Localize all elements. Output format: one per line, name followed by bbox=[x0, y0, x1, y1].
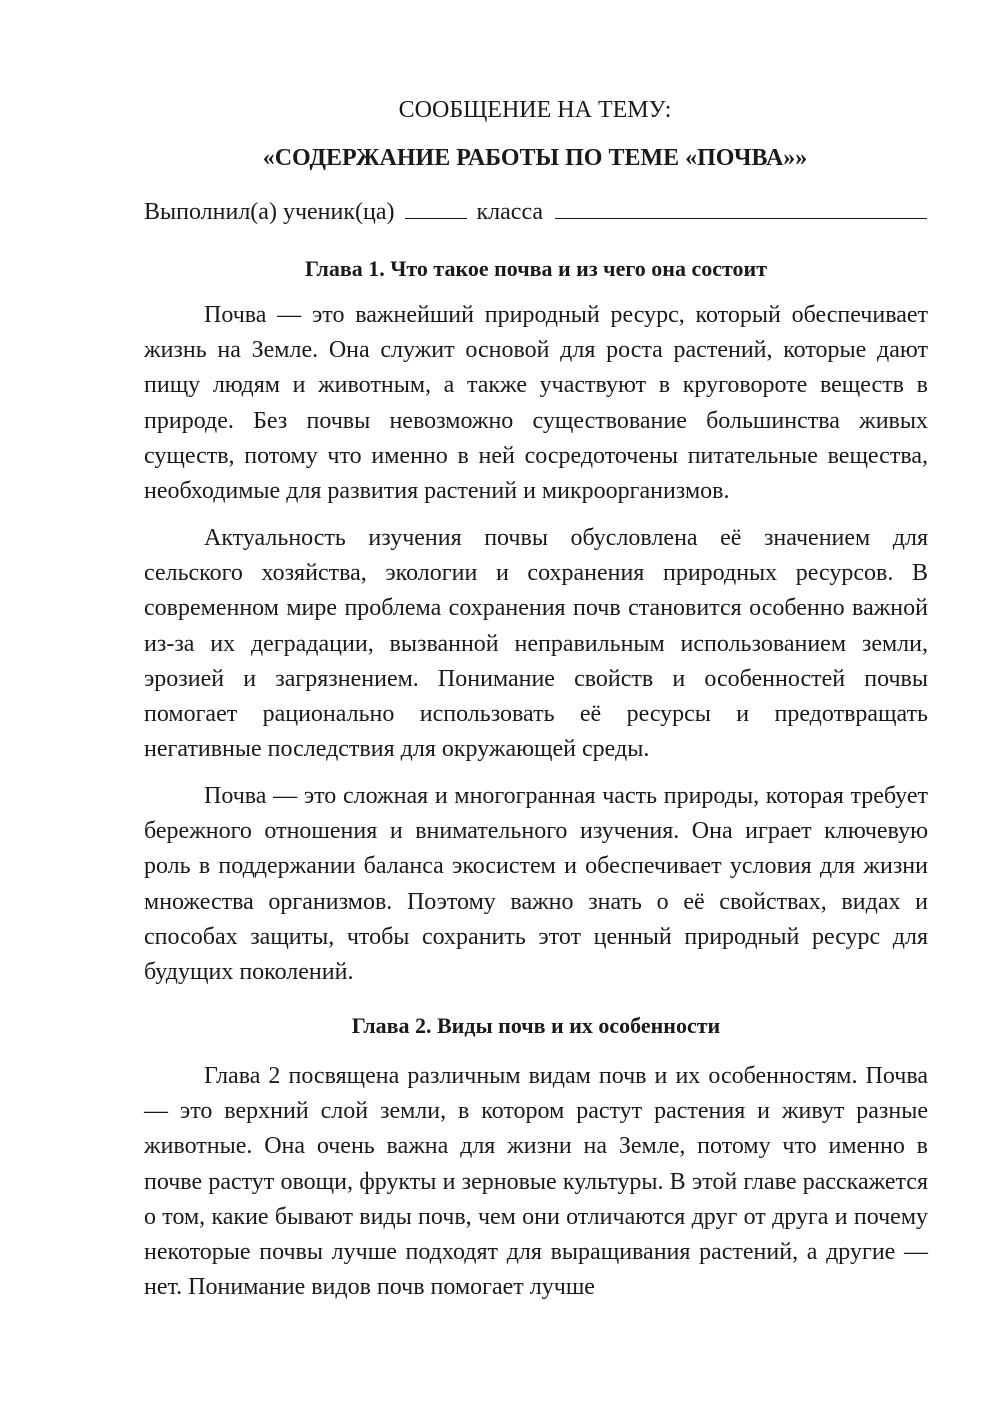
name-blank bbox=[555, 196, 927, 219]
paragraph-text: Почва — это важнейший природный ресурс, который обеспечивает жизнь на Земле. Она служит основой для роста растений, которые дают пищу людям и животным, а также участвуют в круговороте веществ в природе. Без почвы невозможно существование большинства живых существ, потому что именно в ней сосредоточены питательные вещества, необходимые для развития растений и микроорганизмов. bbox=[144, 302, 928, 505]
author-label: Выполнил(а) ученик(ца) bbox=[144, 199, 395, 225]
chapter1-paragraph-1 bbox=[144, 298, 928, 509]
author-line bbox=[144, 196, 927, 228]
class-number-blank bbox=[405, 196, 467, 219]
chapter1-paragraph-2 bbox=[144, 521, 928, 767]
document-title-line2: «СОДЕРЖАНИЕ РАБОТЫ ПО ТЕМЕ «ПОЧВА»» bbox=[262, 145, 808, 171]
paragraph-text: Почва — это сложная и многогранная часть природы, которая требует бережного отношения и внимательного изучения. Она играет ключевую роль в поддержании баланса экосистем и обеспечивает условия для жизни множества организмов. Поэтому важно знать о её свойствах, видах и способах защиты, чтобы сохранить этот ценный природный ресурс для будущих поколений. bbox=[144, 783, 928, 986]
chapter2-paragraph-1 bbox=[144, 1059, 928, 1305]
chapter1-heading: Глава 1. Что такое почва и из чего она состоит bbox=[304, 256, 768, 281]
chapter2-heading: Глава 2. Виды почв и их особенности bbox=[351, 1013, 721, 1038]
paragraph-text: Глава 2 посвящена различным видам почв и их особенностям. Почва — это верхний слой земли, в котором растут растения и живут разные животные. Она очень важна для жизни на Земле, потому что именно в почве растут овощи, фрукты и зерновые культуры. В этой главе расскажется о том, какие бывают виды почв, чем они отличаются друг от друга и почему некоторые почвы лучше подходят для выращивания растений, а другие — нет. Понимание видов почв помогает лучше bbox=[144, 1063, 928, 1301]
class-label: класса bbox=[476, 199, 544, 225]
chapter1-paragraph-3 bbox=[144, 779, 928, 990]
document-title-line1: СООБЩЕНИЕ НА ТЕМУ: bbox=[398, 97, 672, 123]
paragraph-text: Актуальность изучения почвы обусловлена её значением для сельского хозяйства, экологии и сохранения природных ресурсов. В современном мире проблема сохранения почв становится особенно важной из-за их деградации, вызванной неправильным использованием земли, эрозией и загрязнением. Понимание свойств и особенностей почвы помогает рационально использовать её ресурсы и предотвращать негативные последствия для окружающей среды. bbox=[144, 525, 928, 763]
